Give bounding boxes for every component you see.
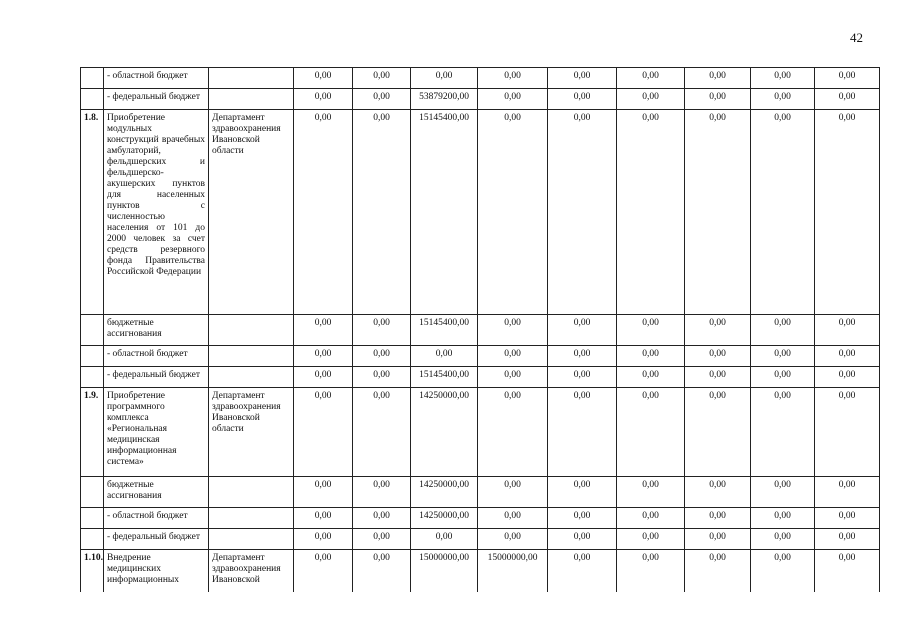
value-cell: 0,00 xyxy=(751,550,815,593)
value-cell: 0,00 xyxy=(617,508,685,529)
value-cell: 0,00 xyxy=(751,110,815,315)
row-executor-cell xyxy=(209,477,294,508)
row-executor-cell: Департамент здравоохранения Ивановской области xyxy=(209,110,294,315)
value-cell: 15145400,00 xyxy=(411,367,478,388)
value-cell: 0,00 xyxy=(548,508,617,529)
row-name-cell: бюджетные ассигнования xyxy=(104,315,209,346)
row-name-cell: Приобретение программного комплекса «Региональная медицинская информационная система» xyxy=(104,388,209,477)
value-cell: 15145400,00 xyxy=(411,110,478,315)
row-name-cell: - областной бюджет xyxy=(104,68,209,89)
value-cell: 0,00 xyxy=(294,110,353,315)
row-executor-cell xyxy=(209,346,294,367)
value-cell: 0,00 xyxy=(751,68,815,89)
row-name-cell: Приобретение модульных конструкций врачебных амбулаторий, фельдшерских и фельдшерско-акушерских пунктов для населенных пунктов с численностью населения от 101 до 2000 человек за счет средств резервного фонда Правительства Российской Федерации xyxy=(104,110,209,315)
value-cell: 0,00 xyxy=(751,89,815,110)
value-cell: 0,00 xyxy=(294,315,353,346)
row-executor-cell: Департамент здравоохранения Ивановской xyxy=(209,550,294,593)
value-cell: 0,00 xyxy=(478,315,548,346)
row-name-cell: Внедрение медицинских информационных xyxy=(104,550,209,593)
value-cell: 0,00 xyxy=(815,388,880,477)
row-number-cell xyxy=(81,508,104,529)
row-name-cell: - областной бюджет xyxy=(104,508,209,529)
row-number-cell xyxy=(81,89,104,110)
row-number-cell: 1.10. xyxy=(81,550,104,593)
value-cell: 0,00 xyxy=(617,367,685,388)
value-cell: 0,00 xyxy=(353,508,411,529)
row-number-cell xyxy=(81,68,104,89)
value-cell: 0,00 xyxy=(815,68,880,89)
value-cell: 0,00 xyxy=(294,346,353,367)
row-number-cell xyxy=(81,529,104,550)
table-row xyxy=(81,315,880,346)
value-cell: 0,00 xyxy=(617,388,685,477)
value-cell: 0,00 xyxy=(478,508,548,529)
value-cell: 0,00 xyxy=(548,529,617,550)
value-cell: 0,00 xyxy=(353,346,411,367)
value-cell: 0,00 xyxy=(815,367,880,388)
value-cell: 0,00 xyxy=(548,346,617,367)
value-cell: 14250000,00 xyxy=(411,477,478,508)
row-name-cell: - федеральный бюджет xyxy=(104,529,209,550)
value-cell: 0,00 xyxy=(751,315,815,346)
value-cell: 0,00 xyxy=(478,529,548,550)
value-cell: 0,00 xyxy=(685,388,751,477)
value-cell: 0,00 xyxy=(815,529,880,550)
table-row xyxy=(81,89,880,110)
value-cell: 0,00 xyxy=(685,367,751,388)
table-row xyxy=(81,388,880,477)
value-cell: 14250000,00 xyxy=(411,388,478,477)
value-cell: 0,00 xyxy=(353,388,411,477)
value-cell: 0,00 xyxy=(478,367,548,388)
value-cell: 0,00 xyxy=(751,508,815,529)
value-cell: 0,00 xyxy=(815,346,880,367)
value-cell: 0,00 xyxy=(685,550,751,593)
value-cell: 0,00 xyxy=(815,477,880,508)
value-cell: 0,00 xyxy=(815,550,880,593)
value-cell: 0,00 xyxy=(685,529,751,550)
value-cell: 0,00 xyxy=(294,508,353,529)
value-cell: 0,00 xyxy=(353,550,411,593)
table-row xyxy=(81,110,880,315)
value-cell: 0,00 xyxy=(617,550,685,593)
value-cell: 0,00 xyxy=(294,68,353,89)
value-cell: 53879200,00 xyxy=(411,89,478,110)
value-cell: 0,00 xyxy=(411,346,478,367)
value-cell: 0,00 xyxy=(548,367,617,388)
table-row xyxy=(81,550,880,593)
value-cell: 0,00 xyxy=(685,89,751,110)
value-cell: 15000000,00 xyxy=(411,550,478,593)
value-cell: 0,00 xyxy=(353,89,411,110)
value-cell: 0,00 xyxy=(548,110,617,315)
value-cell: 0,00 xyxy=(294,367,353,388)
row-number-cell xyxy=(81,315,104,346)
row-executor-cell xyxy=(209,529,294,550)
row-number-cell: 1.8. xyxy=(81,110,104,315)
row-name-cell: - федеральный бюджет xyxy=(104,89,209,110)
value-cell: 0,00 xyxy=(294,89,353,110)
value-cell: 0,00 xyxy=(617,110,685,315)
value-cell: 0,00 xyxy=(685,477,751,508)
value-cell: 0,00 xyxy=(617,68,685,89)
value-cell: 0,00 xyxy=(617,346,685,367)
value-cell: 0,00 xyxy=(478,477,548,508)
value-cell: 0,00 xyxy=(548,315,617,346)
row-number-cell xyxy=(81,367,104,388)
value-cell: 0,00 xyxy=(815,89,880,110)
value-cell: 15000000,00 xyxy=(478,550,548,593)
table-row xyxy=(81,477,880,508)
value-cell: 0,00 xyxy=(751,346,815,367)
value-cell: 0,00 xyxy=(548,68,617,89)
value-cell: 0,00 xyxy=(294,529,353,550)
page-number: 42 xyxy=(850,30,863,45)
value-cell: 0,00 xyxy=(353,315,411,346)
value-cell: 0,00 xyxy=(478,68,548,89)
budget-table xyxy=(80,67,880,592)
value-cell: 15145400,00 xyxy=(411,315,478,346)
table-row xyxy=(81,508,880,529)
value-cell: 0,00 xyxy=(478,346,548,367)
value-cell: 0,00 xyxy=(411,68,478,89)
value-cell: 0,00 xyxy=(751,367,815,388)
value-cell: 0,00 xyxy=(548,388,617,477)
table-row xyxy=(81,346,880,367)
row-executor-cell xyxy=(209,68,294,89)
value-cell: 0,00 xyxy=(617,477,685,508)
table-row xyxy=(81,529,880,550)
value-cell: 0,00 xyxy=(685,110,751,315)
value-cell: 0,00 xyxy=(353,529,411,550)
value-cell: 0,00 xyxy=(815,110,880,315)
value-cell: 0,00 xyxy=(353,68,411,89)
row-name-cell: - федеральный бюджет xyxy=(104,367,209,388)
value-cell: 0,00 xyxy=(685,508,751,529)
value-cell: 0,00 xyxy=(751,477,815,508)
row-executor-cell xyxy=(209,508,294,529)
value-cell: 0,00 xyxy=(548,89,617,110)
value-cell: 0,00 xyxy=(815,508,880,529)
value-cell: 0,00 xyxy=(478,388,548,477)
row-executor-cell xyxy=(209,367,294,388)
value-cell: 0,00 xyxy=(478,89,548,110)
value-cell: 0,00 xyxy=(478,110,548,315)
value-cell: 0,00 xyxy=(411,529,478,550)
value-cell: 0,00 xyxy=(353,477,411,508)
value-cell: 0,00 xyxy=(617,89,685,110)
value-cell: 0,00 xyxy=(294,388,353,477)
row-executor-cell: Департамент здравоохранения Ивановской области xyxy=(209,388,294,477)
value-cell: 0,00 xyxy=(751,529,815,550)
row-executor-cell xyxy=(209,315,294,346)
value-cell: 0,00 xyxy=(815,315,880,346)
row-number-cell xyxy=(81,346,104,367)
value-cell: 0,00 xyxy=(548,477,617,508)
value-cell: 0,00 xyxy=(685,68,751,89)
table-row xyxy=(81,68,880,89)
row-name-cell: бюджетные ассигнования xyxy=(104,477,209,508)
row-number-cell xyxy=(81,477,104,508)
row-executor-cell xyxy=(209,89,294,110)
value-cell: 0,00 xyxy=(685,346,751,367)
value-cell: 0,00 xyxy=(353,367,411,388)
value-cell: 0,00 xyxy=(751,388,815,477)
value-cell: 0,00 xyxy=(617,315,685,346)
row-number-cell: 1.9. xyxy=(81,388,104,477)
value-cell: 0,00 xyxy=(294,477,353,508)
value-cell: 0,00 xyxy=(294,550,353,593)
value-cell: 0,00 xyxy=(617,529,685,550)
table-row xyxy=(81,367,880,388)
value-cell: 14250000,00 xyxy=(411,508,478,529)
value-cell: 0,00 xyxy=(548,550,617,593)
value-cell: 0,00 xyxy=(353,110,411,315)
row-name-cell: - областной бюджет xyxy=(104,346,209,367)
value-cell: 0,00 xyxy=(685,315,751,346)
